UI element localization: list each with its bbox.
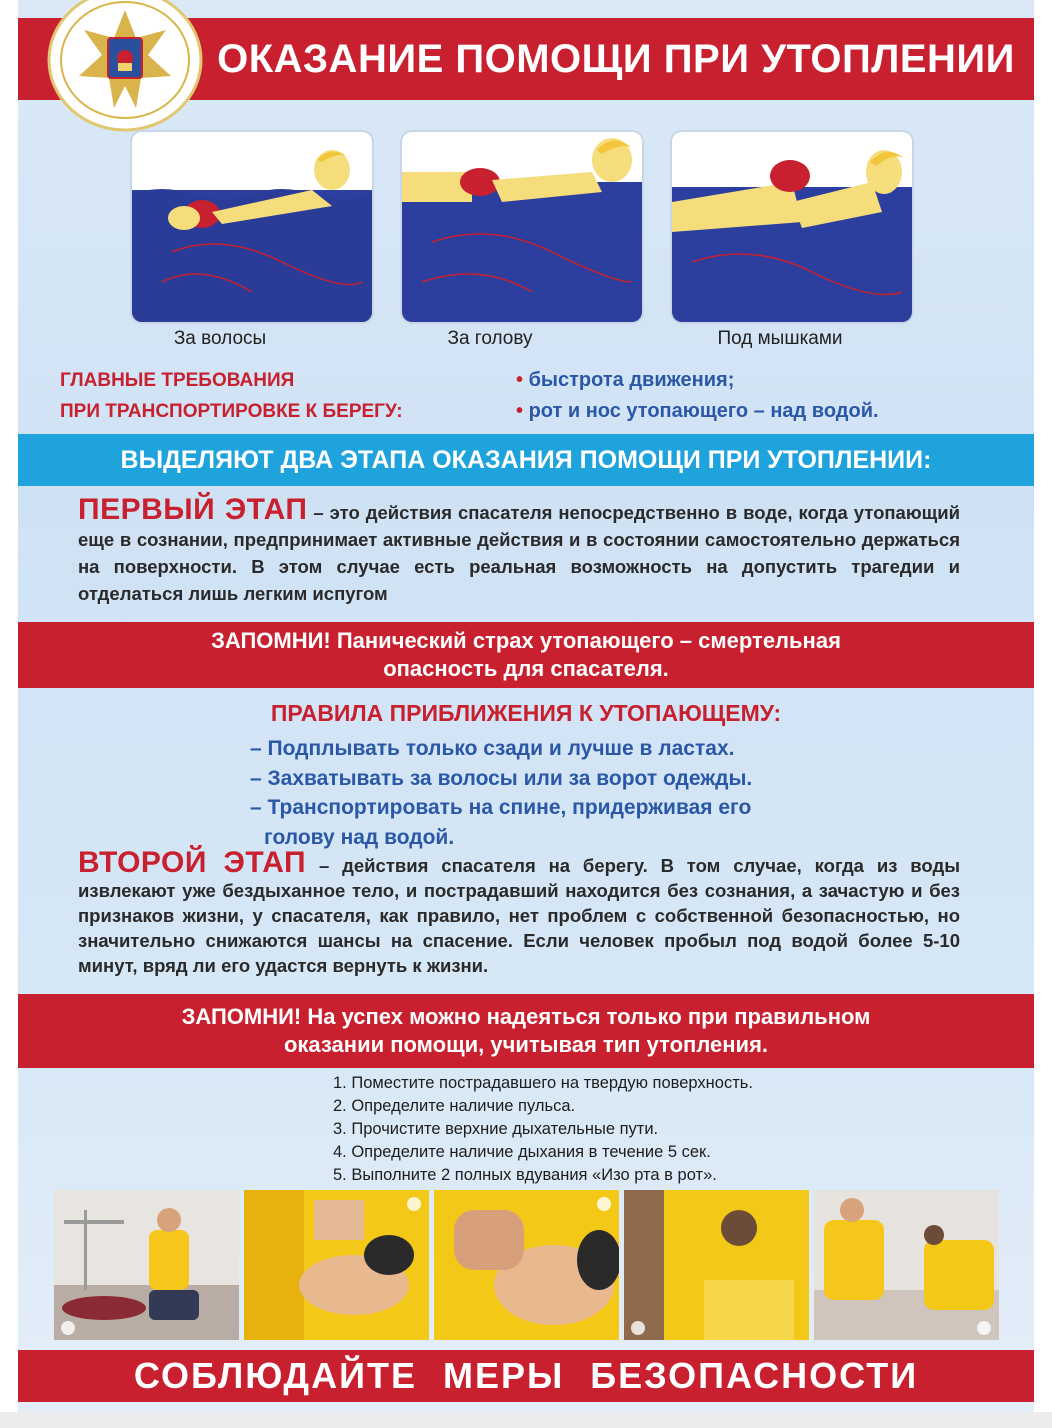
stages-banner: ВЫДЕЛЯЮТ ДВА ЭТАПА ОКАЗАНИЯ ПОМОЩИ ПРИ УТОПЛЕНИИ: (18, 434, 1034, 486)
stage-one-text: – это действия спасателя непосредственно в воде, когда утопающий еще в сознании, предпринимает активные действия и в состоянии самостоятельно держаться на поверхности. В этом случае есть реальная возможность на допустить трагедии и отделаться лишь легким испугом (78, 502, 961, 604)
cpr-photo-3 (434, 1190, 619, 1340)
emblem-logo (46, 0, 204, 132)
cpr-photo-strip (54, 1190, 1000, 1340)
cpr-photo-5 (814, 1190, 999, 1340)
step-item: 4. Определите наличие дыхания в течение 5 сек. (333, 1143, 711, 1161)
stage-one-paragraph (78, 493, 961, 607)
requirements-title (60, 365, 403, 427)
cpr-photo-1 (54, 1190, 239, 1340)
step-item: 5. Выполните 2 полных вдувания «Изо рта в рот». (333, 1166, 717, 1184)
caption-rescue-by-head: За голову (447, 328, 533, 349)
step-item: 2. Определите наличие пульса. (333, 1097, 576, 1115)
warning-line: опасность для спасателя. (383, 656, 669, 681)
stage-two-paragraph (78, 846, 960, 978)
page-title: ОКАЗАНИЕ ПОМОЩИ ПРИ УТОПЛЕНИИ (217, 37, 1015, 81)
cpr-photo-4 (624, 1190, 809, 1340)
requirement-item: • быстрота движения; (516, 369, 735, 391)
caption-rescue-under-arms: Под мышками (717, 328, 843, 349)
approach-rules-title: ПРАВИЛА ПРИБЛИЖЕНИЯ К УТОПАЮЩЕМУ: (270, 700, 782, 726)
rule-item: голову над водой. (264, 825, 455, 849)
rule-item: – Захватывать за волосы или за ворот одежды. (250, 766, 753, 790)
warning-line: ЗАПОМНИ! На успех можно надеяться только при правильном (181, 1004, 871, 1029)
illustration-rescue-by-hair (130, 130, 374, 324)
rule-item: – Подплывать только сзади и лучше в ластах. (250, 737, 735, 760)
stage-two-title: ВТОРОЙ ЭТАП (78, 846, 307, 879)
warning-banner-panic (18, 622, 1034, 688)
requirements-title-line: ГЛАВНЫЕ ТРЕБОВАНИЯ (60, 370, 295, 391)
requirement-item: • рот и нос утопающего – над водой. (516, 400, 879, 422)
step-item: 3. Прочистите верхние дыхательные пути. (333, 1120, 659, 1138)
illustration-rescue-under-arms (670, 130, 914, 324)
step-item: 1. Поместите пострадавшего на твердую поверхность. (333, 1074, 753, 1092)
rule-item: – Транспортировать на спине, придерживая его (250, 796, 752, 819)
illustration-rescue-by-head (400, 130, 644, 324)
first-aid-steps (333, 1072, 753, 1187)
warning-banner-success (18, 994, 1034, 1068)
stage-two-text: – действия спасателя на берегу. В том случае, когда из воды извлекают уже бездыханное тело, и пострадавший находится без сознания, а зачастую и без признаков жизни, у спасателя, как правило, нет проблем с собственной безопасностью, но значительно снижаются шансы на спасение. Если человек пробыл под водой более 5-10 минут, вряд ли его удастся вернуть к жизни. (78, 855, 960, 976)
footer-banner: СОБЛЮДАЙТЕ МЕРЫ БЕЗОПАСНОСТИ (18, 1350, 1034, 1402)
bottom-strip (0, 1412, 1052, 1428)
poster (18, 0, 1034, 1412)
approach-rules-list (250, 734, 752, 852)
warning-line: ЗАПОМНИ! Панический страх утопающего – смертельная (211, 628, 841, 653)
requirements-list (516, 365, 879, 427)
stage-one-title: ПЕРВЫЙ ЭТАП (78, 493, 308, 526)
cpr-photo-2 (244, 1190, 429, 1340)
warning-line: оказании помощи, учитывая тип утопления. (283, 1032, 769, 1057)
caption-rescue-by-hair: За волосы (173, 328, 267, 349)
requirements-title-line: ПРИ ТРАНСПОРТИРОВКЕ К БЕРЕГУ: (60, 401, 403, 422)
